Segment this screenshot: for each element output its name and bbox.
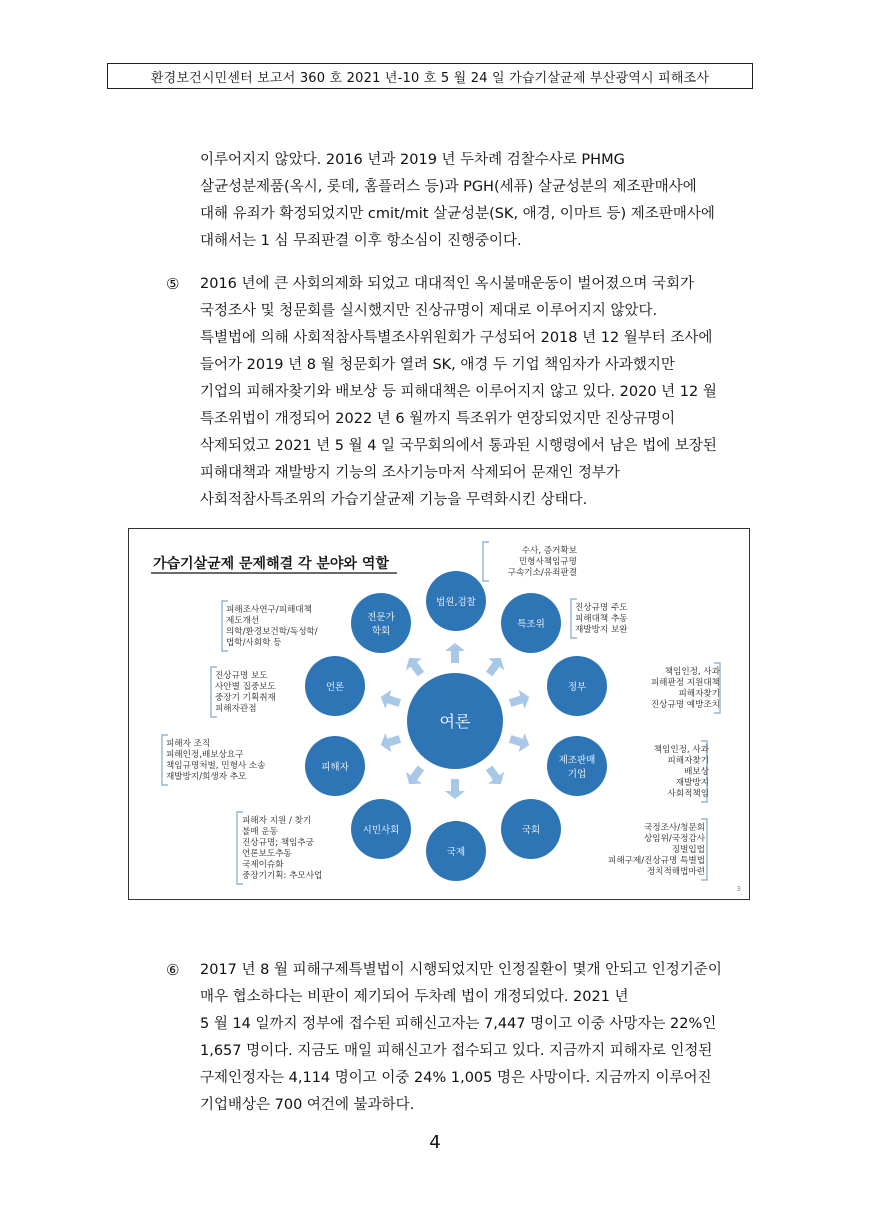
note-line-court: 수사, 증거확보	[521, 546, 577, 556]
paragraph-line: 들어가 2019 년 8 월 청문회가 열려 SK, 애경 두 기업 책임자가 사과했지만	[200, 357, 675, 373]
paragraph-line: 2017 년 8 월 피해구제특별법이 시행되었지만 인정질환이 몇개 안되고 인정기준이	[200, 962, 722, 978]
node-label-intl: 국제	[446, 847, 466, 858]
node-label-victims: 피해자	[321, 762, 349, 773]
outward-arrow	[509, 690, 529, 709]
node-label-experts: 전문가	[367, 612, 395, 623]
paragraph-line: 특조위법이 개정되어 2022 년 6 월까지 특조위가 연장되었지만 진상규명이	[200, 411, 676, 427]
paragraph-line: 기업의 피해자찾기와 배보상 등 피해대책은 이루어지지 않고 있다. 2020 년 12 월	[200, 384, 717, 400]
note-line-court: 구속기소/유죄판결	[507, 568, 577, 578]
note-line-victims: 책임규명처벌, 민형사 소송	[166, 761, 266, 771]
note-line-gov: 피해자찾기	[678, 689, 720, 699]
outward-arrow	[406, 766, 424, 785]
note-line-victims: 재발방지/희생자 추모	[166, 772, 247, 782]
note-line-victims: 피해인정,배보상요구	[166, 750, 244, 760]
node-circle-experts	[351, 593, 411, 653]
note-line-experts: 피해조사연구/피해대책	[226, 605, 312, 615]
paragraph-line: 대해 유죄가 확정되었지만 cmit/mit 살균성분(SK, 애경, 이마트 등) 제조판매사에	[200, 206, 715, 222]
outward-arrow	[381, 733, 401, 752]
node-label-maker: 제조판매	[558, 755, 596, 766]
paragraph-line: 2016 년에 큰 사회의제화 되었고 대대적인 옥시불매운동이 벌어졌으며 국회가	[200, 276, 694, 292]
paragraph-line: 매우 협소하다는 비판이 제기되어 두차례 법이 개정되었다. 2021 년	[200, 989, 629, 1005]
center-label: 여론	[439, 712, 471, 731]
slide-number: 3	[736, 885, 741, 893]
outward-arrow	[381, 690, 401, 709]
paragraph-line: 이루어지지 않았다. 2016 년과 2019 년 두차례 검찰수사로 PHMG	[200, 152, 625, 168]
note-line-civil: 언론보도추동	[242, 849, 292, 859]
paragraph-line: 대해서는 1 심 무죄판결 이후 항소심이 진행중이다.	[200, 233, 522, 249]
note-line-experts: 의학/환경보건학/독성학/	[226, 627, 318, 637]
outward-arrow	[486, 658, 504, 677]
note-line-maker: 피해자찾기	[667, 756, 709, 766]
node-label-special: 특조위	[517, 619, 545, 630]
note-line-media: 진상규명 보도	[215, 671, 268, 681]
report-header	[107, 63, 753, 89]
paragraph-line: 사회적참사특조위의 가습기살균제 기능을 무력화시킨 상태다.	[200, 492, 588, 508]
stakeholder-diagram	[128, 528, 750, 900]
node-label-media: 언론	[325, 682, 345, 693]
outward-arrow	[445, 779, 465, 799]
note-line-gov: 책임인정, 사과	[664, 667, 720, 677]
diagram-canvas	[129, 529, 749, 899]
note-line-civil: 국제이슈화	[242, 860, 284, 870]
note-line-civil: 진상규명; 책임추궁	[242, 838, 315, 848]
note-line-experts: 제도개선	[226, 616, 260, 626]
paragraph-line: 5 월 14 일까지 정부에 접수된 피해신고자는 7,447 명이고 이중 사망자는 22%인	[200, 1016, 717, 1032]
item5-paragraph	[200, 271, 760, 514]
note-line-media: 피해자관점	[215, 704, 257, 714]
note-line-assembly: 정치적해법마련	[646, 867, 705, 877]
note-line-maker: 재발방지	[675, 778, 709, 788]
node-label-court: 법원,검찰	[436, 597, 476, 608]
paragraph-line: 삭제되었고 2021 년 5 월 4 일 국무회의에서 통과된 시행령에서 남은 법에 보장된	[200, 438, 717, 454]
diagram-title: 가습기살균제 문제해결 각 분야와 역할	[153, 556, 389, 572]
outward-arrow	[509, 733, 529, 752]
node-label-assembly: 국회	[521, 825, 541, 836]
paragraph-line: 살균성분제품(옥시, 롯데, 홈플러스 등)과 PGH(세퓨) 살균성분의 제조판매사에	[200, 179, 697, 195]
note-line-court: 민형사책임규명	[518, 557, 577, 567]
paragraph-line: 1,657 명이다. 지금도 매일 피해신고가 접수되고 있다. 지금까지 피해자로 인정된	[200, 1043, 713, 1059]
note-line-special: 재발방지 보완	[575, 625, 628, 635]
note-line-gov: 진상규명 예방조치	[650, 700, 720, 710]
paragraph-line: 구제인정자는 4,114 명이고 이중 24% 1,005 명은 사망이다. 지금까지 이루어진	[200, 1070, 712, 1086]
note-line-victims: 피해자 조직	[166, 739, 211, 749]
note-line-media: 중장기 기획취재	[215, 693, 276, 703]
note-line-assembly: 상임위/국정감사	[643, 834, 705, 844]
paragraph-line: 국정조사 및 청문회를 실시했지만 진상규명이 제대로 이루어지지 않았다.	[200, 303, 658, 319]
node-label-maker: 기업	[567, 769, 587, 780]
paragraph-line: 피해대책과 재발방지 기능의 조사기능마저 삭제되어 문재인 정부가	[200, 465, 620, 481]
page-number: 4	[429, 1132, 441, 1153]
paragraph-line: 특별법에 의해 사회적참사특별조사위원회가 구성되어 2018 년 12 월부터 조사에	[200, 330, 713, 346]
note-line-assembly: 국정조사/청문회	[643, 823, 705, 833]
note-line-gov: 피해판정 지원대책	[650, 678, 720, 688]
note-line-maker: 책임인정, 사과	[653, 745, 709, 755]
item6-marker: ⑥	[166, 961, 180, 979]
outward-arrow	[406, 658, 424, 677]
note-line-assembly: 징벌입법	[671, 845, 705, 855]
note-line-civil: 중장기기획: 추모사업	[242, 871, 323, 881]
note-bracket-court	[483, 542, 489, 581]
note-line-special: 진상규명 주도	[575, 603, 628, 613]
outward-arrow	[445, 643, 465, 663]
outward-arrow	[486, 766, 504, 785]
note-line-experts: 법학/사회학 등	[226, 638, 282, 648]
paragraph-line: 기업배상은 700 여건에 불과하다.	[200, 1097, 415, 1113]
note-line-assembly: 피해구제/진상규명 특별법	[608, 856, 705, 866]
note-line-maker: 배보상	[684, 767, 709, 777]
node-label-civil: 시민사회	[362, 825, 400, 836]
note-line-special: 피해대책 추동	[575, 614, 628, 624]
note-line-civil: 불매 운동	[242, 827, 278, 837]
node-label-gov: 정부	[567, 682, 587, 693]
item5-marker: ⑤	[166, 275, 180, 293]
node-label-experts: 학회	[371, 626, 391, 637]
note-line-maker: 사회적책임	[667, 789, 709, 799]
node-circle-maker	[547, 736, 607, 796]
report-header-text: 환경보건시민센터 보고서 360 호 2021 년-10 호 5 월 24 일 가습기살균제 부산광역시 피해조사	[150, 70, 710, 86]
item6-paragraph	[200, 957, 760, 1119]
note-line-civil: 피해자 지원 / 찾기	[242, 816, 312, 826]
intro-paragraph	[200, 147, 760, 255]
note-line-media: 사안별 집중보도	[215, 682, 276, 692]
